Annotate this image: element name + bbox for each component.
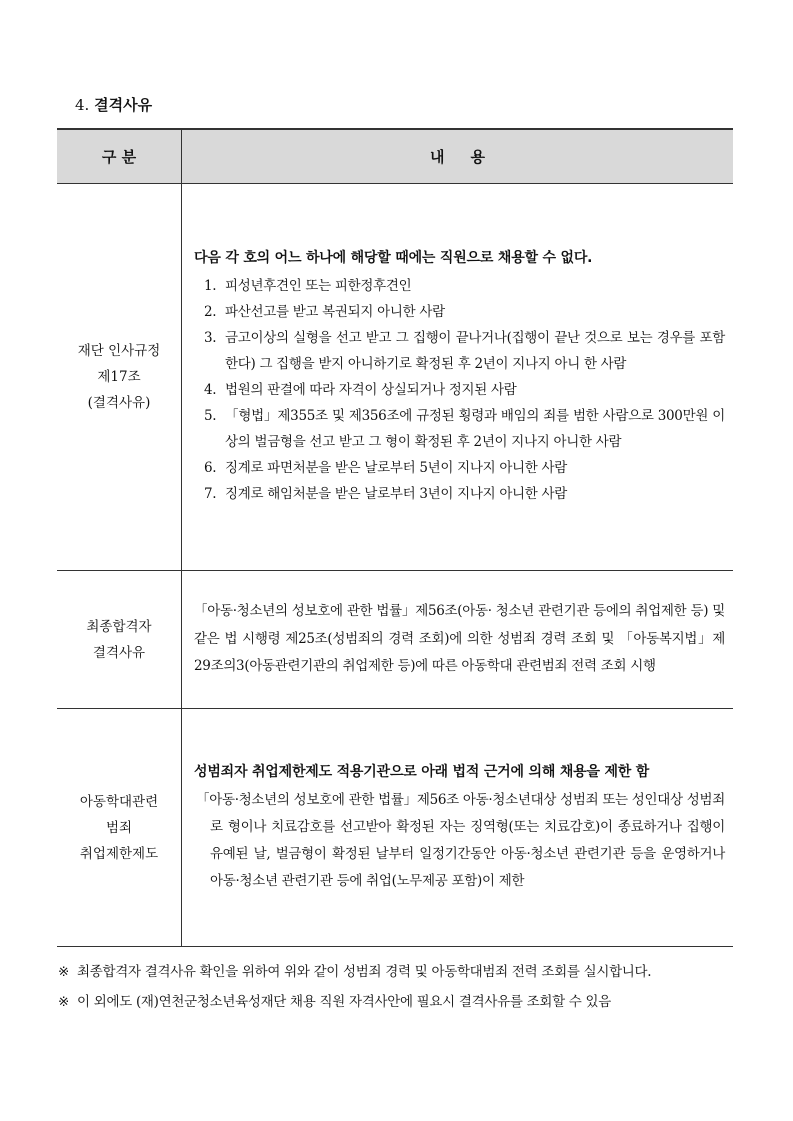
row-paragraph: 「아동·청소년의 성보호에 관한 법률」제56조(아동· 청소년 관련기관 등에의 취업제한 등) 및 같은 법 시행령 제25조(성범죄의 경력 조회)에 의한 성범죄 경력 조회 및 「아동복지법」제29조의3(아동관련기관의 취업제한 등)에 따른 아동학대 관련범죄 전력 조회 시행	[194, 603, 725, 675]
item-number: 6.	[204, 460, 217, 476]
list-item	[204, 299, 725, 325]
category-line: 취업제한제도	[79, 845, 159, 862]
item-text: 법원의 판결에 따라 자격이 상실되거나 정지된 사람	[225, 382, 517, 398]
row-content	[182, 571, 734, 709]
category-line: 재단 인사규정	[77, 343, 161, 359]
table-header-row	[57, 129, 733, 184]
item-text: 피성년후견인 또는 피한정후견인	[225, 278, 412, 294]
category-line: (결격사유)	[87, 395, 151, 411]
item-number: 5.	[204, 408, 217, 424]
section-number: 4.	[75, 96, 90, 114]
header-category: 구 분	[57, 129, 182, 184]
footnote-text: 최종합격자 결격사유 확인을 위하여 위와 같이 성범죄 경력 및 아동학대범죄 전력 조회를 실시합니다.	[77, 964, 652, 980]
section-title: 결격사유	[94, 96, 153, 114]
row-content	[182, 184, 734, 571]
row-paragraph: 「아동·청소년의 성보호에 관한 법률」제56조 아동·청소년대상 성범죄 또는 성인대상 성범죄로 형이나 치료감호를 선고받아 확정된 자는 징역형(또는 치료감호)이 종료하거나 집행이 유예된 날, 벌금형이 확정된 날부터 일정기간동안 아동·청소년 관련기관 등을 운영하거나 아동·청소년 관련기관 등에 취업(노무제공 포함)이 제한	[196, 791, 725, 889]
row-category	[57, 571, 182, 709]
item-number: 1.	[204, 278, 217, 294]
disqualification-table	[57, 128, 733, 947]
footnote	[58, 990, 611, 1010]
row-content	[182, 709, 734, 947]
row-lead-text: 성범죄자 취업제한제도 적용기관으로 아래 법적 근거에 의해 채용을 제한 함	[194, 763, 650, 780]
item-number: 4.	[204, 382, 217, 398]
footnote-text: 이 외에도 (재)연천군청소년육성재단 채용 직원 자격사안에 필요시 결격사유를 조회할 수 있음	[77, 994, 612, 1010]
item-text: 징계로 해임처분을 받은 날로부터 3년이 지나지 아니한 사람	[225, 486, 568, 502]
category-line: 최종합격자	[86, 618, 152, 635]
category-line: 범죄	[105, 819, 133, 836]
item-text: 「형법」제355조 및 제356조에 규정된 횡령과 배임의 죄를 범한 사람으로 300만원 이상의 벌금형을 선고 받고 그 형이 확정된 후 2년이 지나지 아니한 사람	[225, 408, 725, 450]
disqualification-list	[194, 273, 725, 507]
row-category	[57, 709, 182, 947]
reference-mark-icon: ※	[58, 994, 70, 1010]
list-item	[204, 455, 725, 481]
item-number: 3.	[204, 330, 217, 346]
list-item	[204, 481, 725, 507]
category-line: 제17조	[97, 369, 141, 385]
category-line: 아동학대관련	[79, 793, 159, 810]
row-category	[57, 184, 182, 571]
header-content: 내 용	[182, 129, 734, 184]
table-row	[57, 709, 733, 947]
table-row	[57, 184, 733, 571]
table-row	[57, 571, 733, 709]
section-heading	[75, 94, 152, 115]
list-item	[204, 273, 725, 299]
list-item	[204, 403, 725, 455]
item-text: 금고이상의 실형을 선고 받고 그 집행이 끝나거나(집행이 끝난 것으로 보는 경우를 포함한다) 그 집행을 받지 아니하기로 확정된 후 2년이 지나지 아니 한 사람	[225, 330, 725, 372]
item-text: 징계로 파면처분을 받은 날로부터 5년이 지나지 아니한 사람	[225, 460, 568, 476]
row-lead-text: 다음 각 호의 어느 하나에 해당할 때에는 직원으로 채용할 수 없다.	[194, 250, 593, 266]
list-item	[204, 325, 725, 377]
item-number: 2.	[204, 304, 217, 320]
footnote	[58, 960, 651, 980]
item-text: 파산선고를 받고 복권되지 아니한 사람	[225, 304, 445, 320]
item-number: 7.	[204, 486, 217, 502]
reference-mark-icon: ※	[58, 964, 70, 980]
category-line: 결격사유	[92, 644, 146, 661]
list-item	[204, 377, 725, 403]
